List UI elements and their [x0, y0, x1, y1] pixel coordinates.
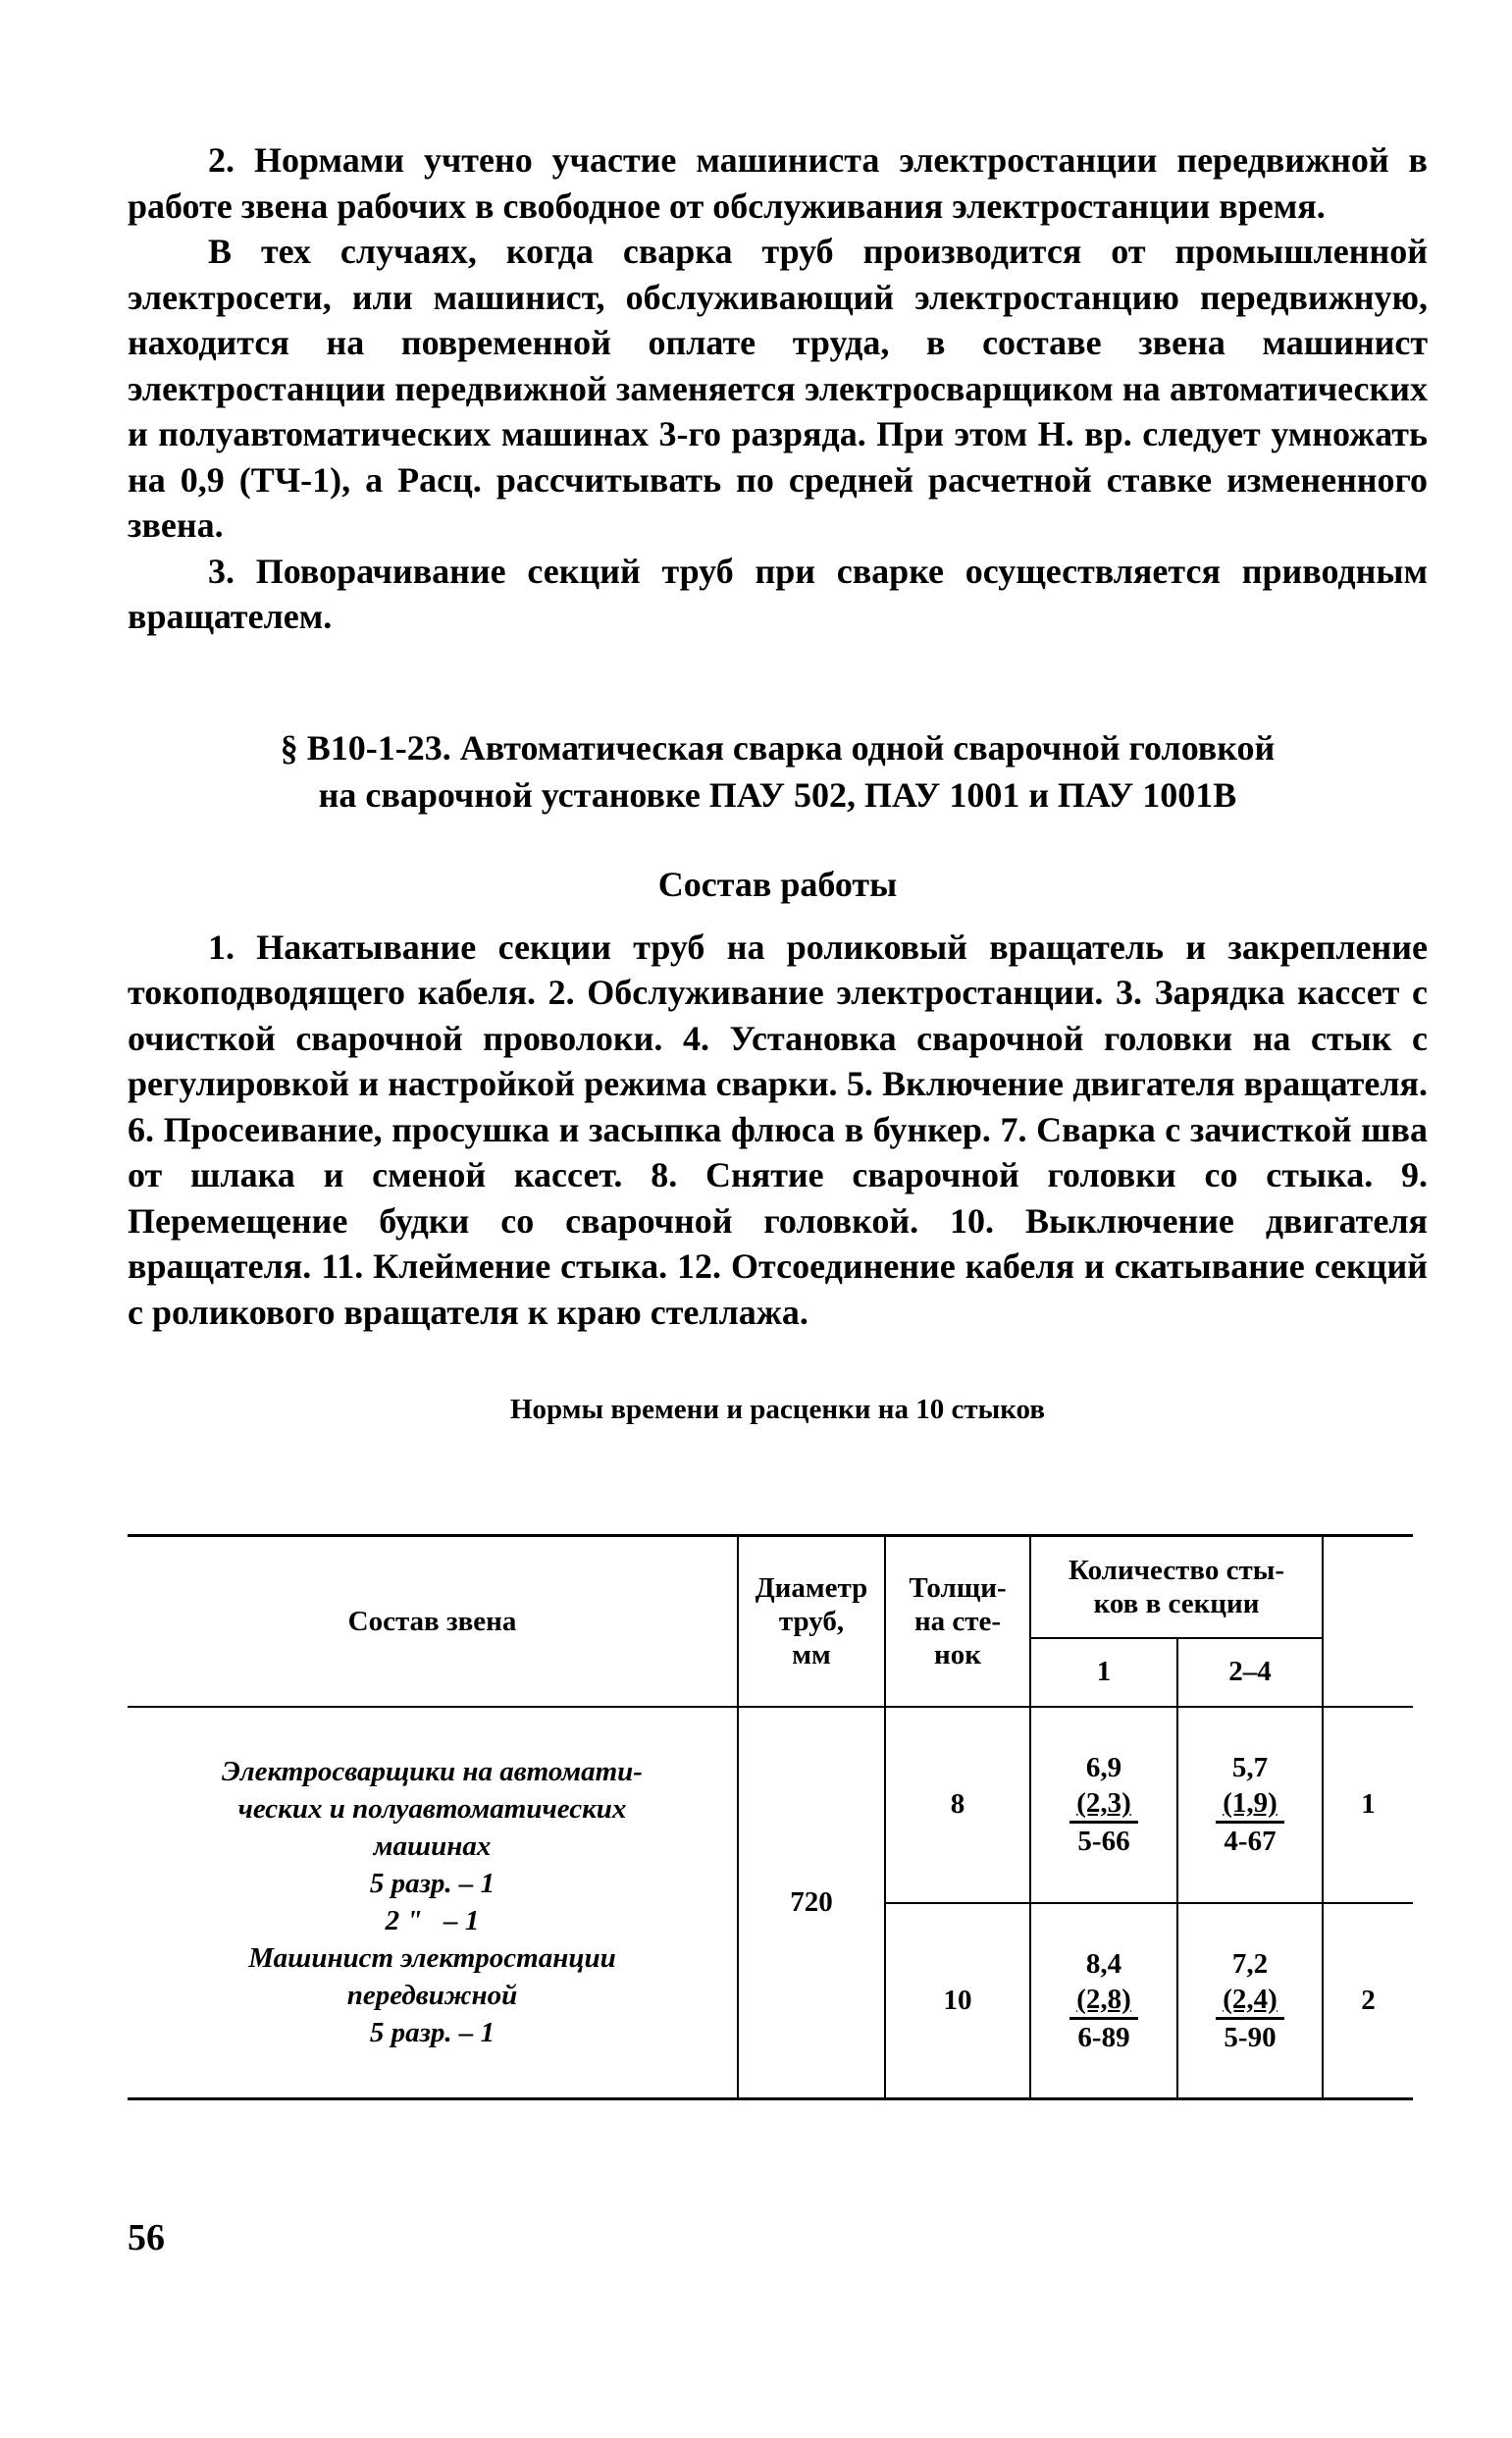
norm-cell: 5,7 (1,9) 4-67	[1177, 1707, 1323, 1903]
row-number: 2	[1323, 1903, 1413, 2099]
table-row	[128, 1707, 1413, 1903]
paragraph-1: 2. Нормами учтено участие машиниста электростанции передвижной в работе звена рабочих в свободное от обслуживания электростанции время.	[128, 140, 1428, 226]
header-thickness: Толщи- на сте- нок	[885, 1536, 1030, 1707]
work-composition-text: 1. Накатывание секции труб на роликовый вращатель и закрепление токоподводящего кабеля. 2. Обслуживание электростанции. 3. Зарядка кассет с очисткой сварочной проволоки. 4. Установка сварочной головки на стык с регулировкой и настройкой режима сварки. 5. Включение двигателя вращателя. 6. Просеивание, просушка и засыпка флюса в бункер. 7. Сварка с зачисткой шва от шлака и сменой кассет. 8. Снятие сварочной головки со стыка. 9. Перемещение будки со сварочной головкой. 10. Выключение двигателя вращателя. 11. Клеймение стыка. 12. Отсоединение кабеля и скатывание секций с роликового вращателя к краю стеллажа.	[128, 927, 1428, 1332]
header-diameter: Диаметр труб, мм	[738, 1536, 885, 1707]
table-caption: Нормы времени и расценки на 10 стыков	[510, 1394, 1045, 1425]
section-title-line-2: на сварочной установке ПАУ 502, ПАУ 1001 и ПАУ 1001В	[318, 774, 1237, 815]
page-content	[128, 137, 1428, 1461]
page-number: 56	[128, 2217, 165, 2258]
header-joints-2-4: 2–4	[1177, 1638, 1323, 1707]
section-title	[128, 724, 1428, 819]
wall-thickness: 8	[885, 1707, 1030, 1903]
pipe-diameter: 720	[738, 1707, 885, 2099]
norm-cell: 6,9 (2,3) 5-66	[1030, 1707, 1177, 1903]
norm-cell: 8,4 (2,8) 6-89	[1030, 1903, 1177, 2099]
table-header-row	[128, 1536, 1413, 1638]
crew-composition: Электросварщики на автомати- ческих и полуавтоматических машинах 5 разр. – 1 2 " – 1 Машинист электростанции передвижной 5 разр. – 1	[128, 1707, 738, 2099]
norm-cell: 7,2 (2,4) 5-90	[1177, 1903, 1323, 2099]
header-joints-1: 1	[1030, 1638, 1177, 1707]
norms-table	[128, 1534, 1413, 2100]
header-crew: Состав звена	[128, 1536, 738, 1707]
section-title-line-1: § В10-1-23. Автоматическая сварка одной сварочной головкой	[280, 727, 1276, 768]
paragraph-3: 3. Поворачивание секций труб при сварке осуществляется приводным вращателем.	[128, 551, 1428, 636]
row-number: 1	[1323, 1707, 1413, 1903]
header-joints: Количество сты- ков в секции	[1030, 1536, 1323, 1638]
wall-thickness: 10	[885, 1903, 1030, 2099]
paragraph-2: В тех случаях, когда сварка труб производится от промышленной электросети, или машинист, обслуживающий электростанцию передвижную, находится на повременной оплате труда, в составе звена машинист электростанции передвижной заменяется электросварщиком на автоматических и полуавтоматических машинах 3-го разряда. При этом Н. вр. следует умножать на 0,9 (ТЧ-1), а Расц. рассчитывать по средней расчетной ставке измененного звена.	[128, 232, 1428, 545]
work-composition-title: Состав работы	[657, 864, 898, 904]
header-row-number	[1323, 1536, 1413, 1707]
